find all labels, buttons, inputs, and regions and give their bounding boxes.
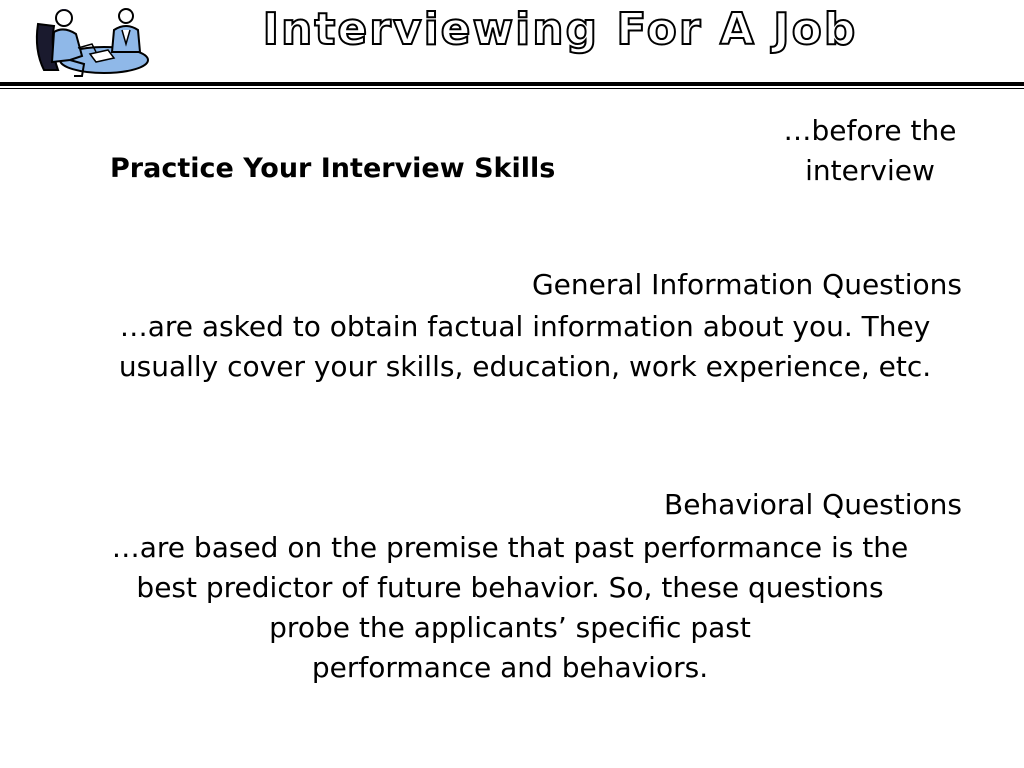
header-divider-thin	[0, 88, 1024, 89]
behavioral-questions-text	[40, 528, 980, 688]
header-divider-thick	[0, 82, 1024, 86]
text-line: probe the applicants’ specific past	[269, 611, 751, 644]
text-line: usually cover your skills, education, work experience, etc.	[118, 350, 932, 383]
note-line: …before the	[783, 114, 957, 147]
text-line: best predictor of future behavior. So, these questions	[136, 571, 884, 604]
note-line: interview	[805, 154, 935, 187]
text-line: …are based on the premise that past performance is the	[111, 531, 909, 564]
text-line: …are asked to obtain factual information about you. They	[119, 310, 931, 343]
text-line: performance and behaviors.	[311, 651, 709, 684]
page-title: Interviewing For A Job	[262, 4, 858, 55]
interview-clipart-logo	[30, 4, 154, 80]
general-questions-heading: General Information Questions	[531, 268, 962, 301]
section-subtitle: Practice Your Interview Skills	[110, 153, 556, 184]
behavioral-questions-heading: Behavioral Questions	[664, 488, 962, 521]
before-interview-note	[760, 111, 980, 191]
general-questions-text	[50, 307, 1000, 387]
